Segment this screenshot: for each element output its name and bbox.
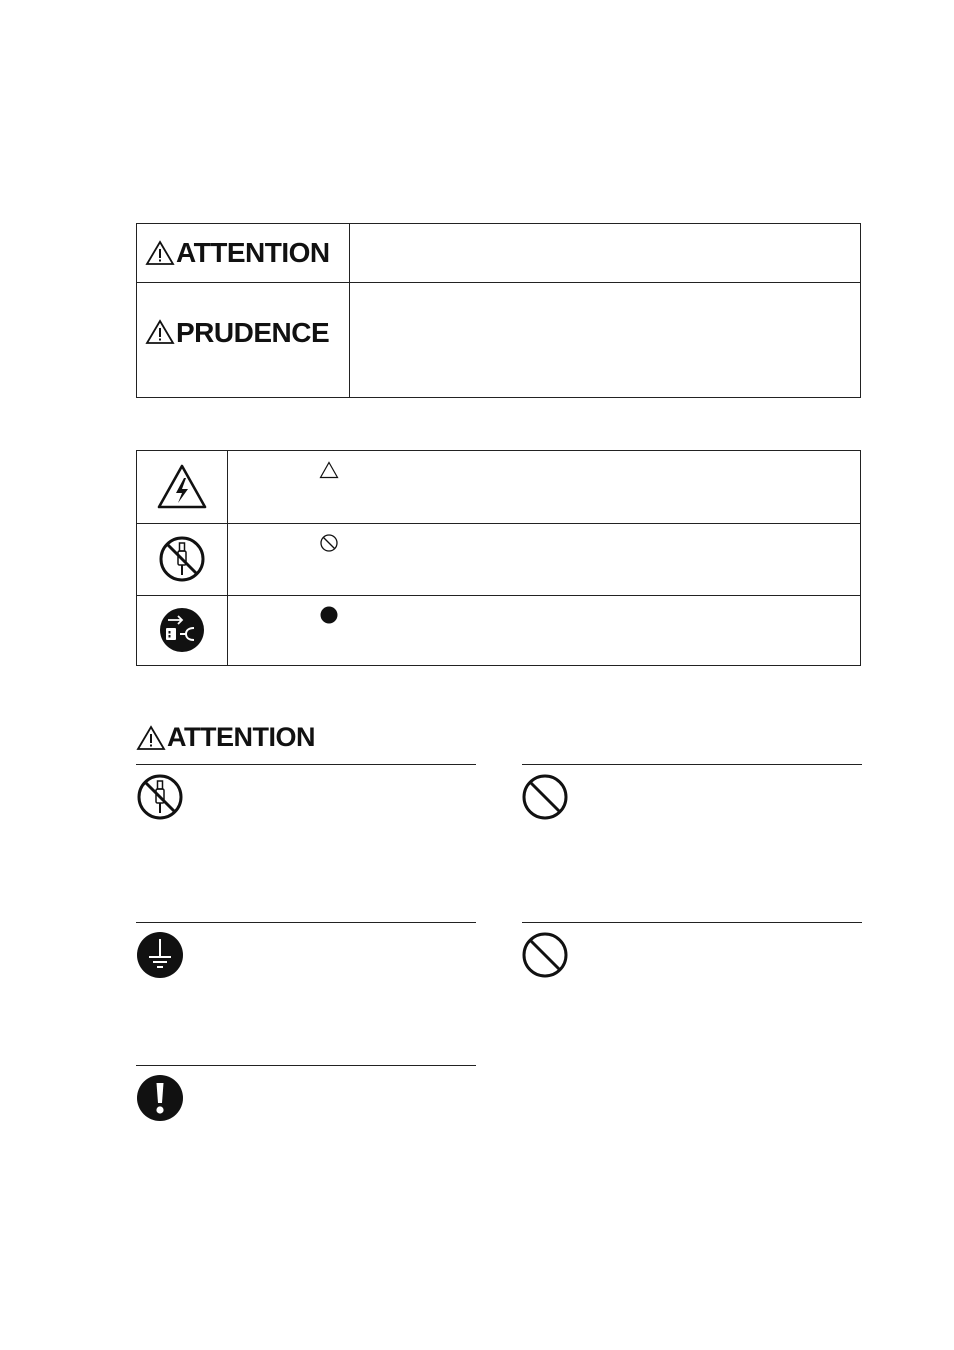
divider: [136, 922, 476, 923]
symbol-icon-cell: [137, 451, 228, 523]
symbol-icon-cell: [137, 523, 228, 595]
electric-shock-warning-icon: [156, 463, 208, 511]
attention-heading-word: ATTENTION: [167, 722, 315, 752]
signal-word-table: [136, 223, 861, 398]
symbol-row-triangle: [137, 451, 860, 524]
signal-label-prudence: [137, 282, 350, 397]
symbol-row-mandatory: [137, 595, 860, 665]
prohibition-icon: [521, 931, 569, 979]
filled-circle-icon: [319, 605, 339, 625]
signal-row-prudence: [137, 282, 860, 397]
warning-triangle-icon: [145, 240, 175, 266]
divider: [136, 764, 476, 765]
prohibition-circle-icon: [319, 533, 339, 553]
divider: [522, 764, 862, 765]
symbol-row-prohibition: [137, 523, 860, 596]
divider: [136, 1065, 476, 1066]
signal-label-attention: [137, 224, 350, 282]
mandatory-action-icon: [136, 1074, 184, 1122]
no-disassembly-icon: [158, 535, 206, 583]
warning-triangle-icon: [136, 725, 166, 751]
symbol-icon-cell: [137, 595, 228, 665]
prohibition-icon: [521, 773, 569, 821]
prudence-word: PRUDENCE: [176, 317, 330, 348]
unplug-power-icon: [158, 606, 206, 654]
ground-connection-icon: [136, 931, 184, 979]
attention-word: ATTENTION: [176, 237, 330, 268]
triangle-icon: [319, 461, 339, 479]
divider: [522, 922, 862, 923]
signal-row-attention: [137, 224, 860, 283]
symbol-table: [136, 450, 861, 666]
no-disassembly-icon: [136, 773, 184, 821]
warning-triangle-icon: [145, 319, 175, 345]
attention-section-heading: [136, 724, 315, 751]
